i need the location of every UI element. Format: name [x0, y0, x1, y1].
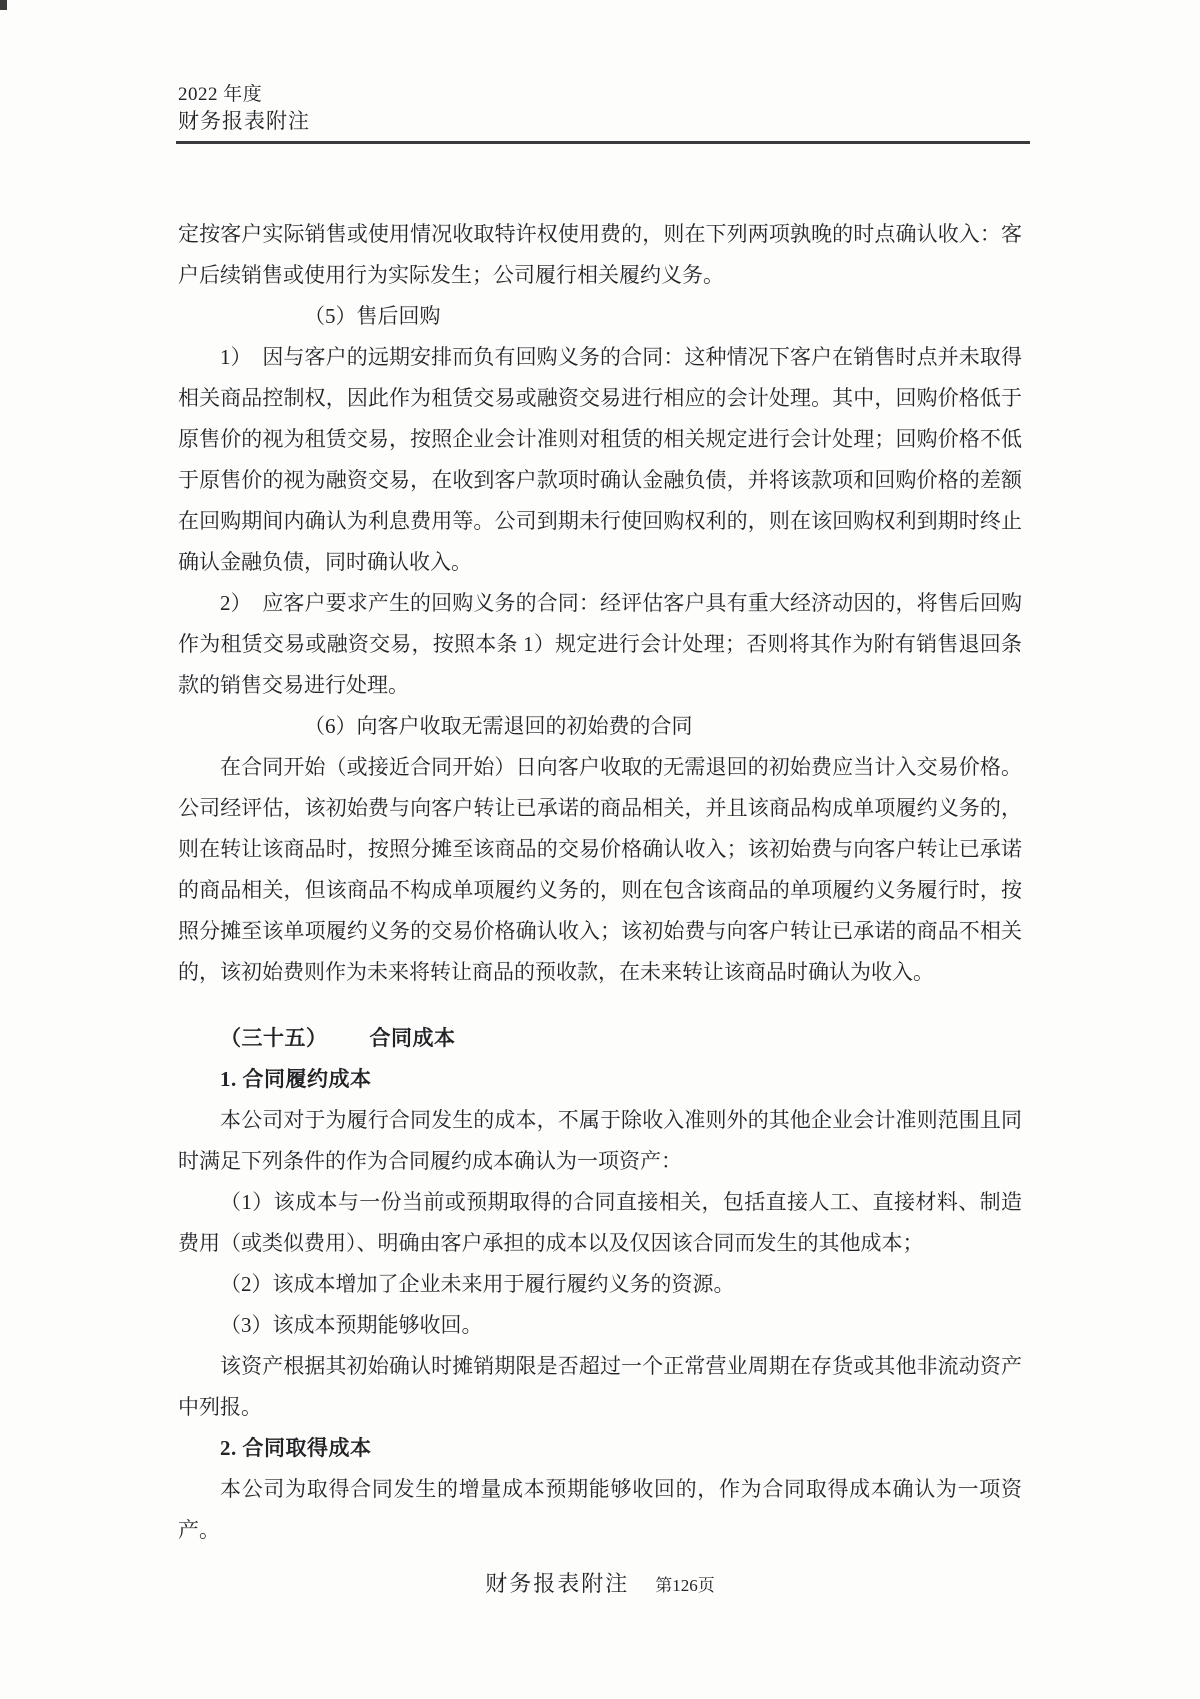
paragraph-performance-cost-intro: 本公司对于为履行合同发生的成本，不属于除收入准则外的其他企业会计准则范围且同时满足下列条件的作为合同履约成本确认为一项资产：: [178, 1108, 1022, 1173]
document-body: [178, 144, 1022, 1551]
section-35-title: 合同成本: [369, 1026, 456, 1050]
paragraph-royalty-continuation: 定按客户实际销售或使用情况收取特许权使用费的，则在下列两项孰晚的时点确认收入：客户后续销售或使用行为实际发生；公司履行相关履约义务。: [178, 222, 1022, 287]
paragraph-initial-fee-treatment: 在合同开始（或接近合同开始）日向客户收取的无需退回的初始费应当计入交易价格。公司经评估，该初始费与向客户转让已承诺的商品相关，并且该商品构成单项履约义务的，则在转让该商品时，按照分摊至该商品的交易价格确认收入；该初始费与向客户转让已承诺的商品相关，但该商品不构成单项履约义务的，则在包含该商品的单项履约义务履行时，按照分摊至该单项履约义务的交易价格确认收入；该初始费与向客户转让已承诺的商品不相关的，该初始费则作为未来将转让商品的预收款，在未来转让该商品时确认为收入。: [178, 755, 1022, 984]
paragraph-acquisition-cost: 本公司为取得合同发生的增量成本预期能够收回的，作为合同取得成本确认为一项资产。: [178, 1477, 1022, 1542]
section-35-heading: [178, 1018, 1022, 1059]
footer-doc-title: 财务报表附注: [485, 1571, 630, 1596]
paragraph-repurchase-customer-request: 2） 应客户要求产生的回购义务的合同：经评估客户具有重大经济动因的，将售后回购作为租赁交易或融资交易，按照本条 1）规定进行会计处理；否则将其作为附有销售退回条款的销售交易进行处理。: [178, 591, 1022, 697]
section-35-number: （三十五）: [220, 1026, 328, 1050]
list-item-cost-increases-resources: （2）该成本增加了企业未来用于履行履约义务的资源。: [220, 1272, 735, 1296]
page-header: [178, 0, 1022, 144]
paragraph-asset-presentation: 该资产根据其初始确认时摊销期限是否超过一个正常营业周期在存货或其他非流动资产中列报。: [178, 1354, 1022, 1419]
page-footer: [0, 1567, 1200, 1598]
scan-artifact-mark: [0, 0, 7, 10]
list-item-cost-recoverable: （3）该成本预期能够收回。: [220, 1313, 483, 1337]
footer-page-number: 第126页: [655, 1576, 715, 1595]
subhead-initial-fee-contract: （6）向客户收取无需退回的初始费的合同: [304, 714, 693, 738]
paragraph-repurchase-forward-arrangement: 1） 因与客户的远期安排而负有回购义务的合同：这种情况下客户在销售时点并未取得相关商品控制权，因此作为租赁交易或融资交易进行相应的会计处理。其中，回购价格低于原售价的视为租赁交易，按照企业会计准则对租赁的相关规定进行会计处理；回购价格不低于原售价的视为融资交易，在收到客户款项时确认金融负债，并将该款项和回购价格的差额在回购期间内确认为利息费用等。公司到期未行使回购权利的，则在该回购权利到期时终止确认金融负债，同时确认收入。: [178, 345, 1022, 574]
header-year-line: 2022 年度: [178, 84, 263, 105]
heading-contract-performance-cost: 1. 合同履约成本: [220, 1067, 372, 1091]
subhead-after-sale-repurchase: （5）售后回购: [304, 304, 441, 328]
list-item-cost-directly-related: （1）该成本与一份当前或预期取得的合同直接相关，包括直接人工、直接材料、制造费用（或类似费用）、明确由客户承担的成本以及仅因该合同而发生的其他成本；: [178, 1190, 1022, 1255]
header-doc-title: 财务报表附注: [178, 109, 310, 133]
heading-contract-acquisition-cost: 2. 合同取得成本: [220, 1436, 372, 1460]
